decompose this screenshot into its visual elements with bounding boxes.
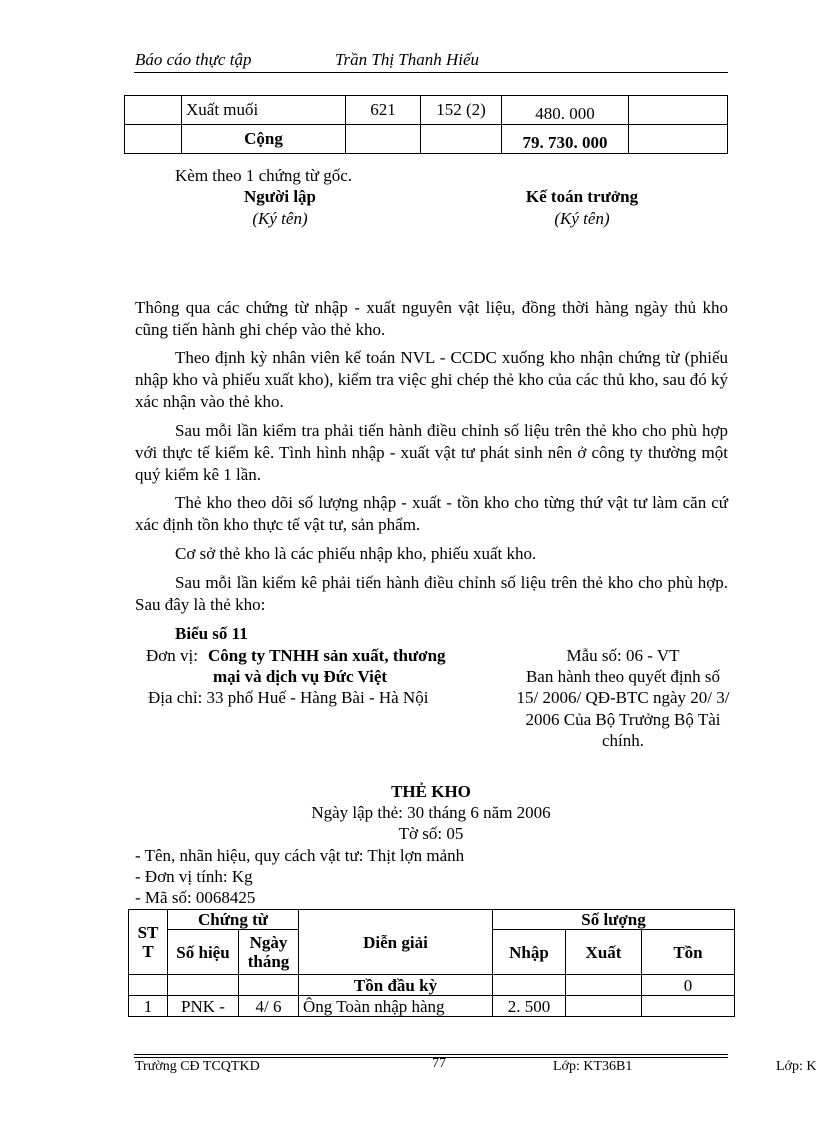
row-doc-number: PNK - <box>168 996 239 1017</box>
footer-class: Lớp: KT36B1 <box>553 1059 633 1074</box>
table-cell <box>629 125 728 154</box>
col-header-document: Chứng từ <box>168 910 299 930</box>
paragraph: Thẻ kho theo dõi số lượng nhập - xuất - tồn kho cho từng thứ vật tư làm căn cứ xác định tồn kho thực tế vật tư, sản phẩm. <box>135 493 728 534</box>
total-label: Cộng <box>182 125 346 154</box>
table-row <box>125 125 728 154</box>
table-cell <box>129 975 168 996</box>
decree-line: chính. <box>601 731 645 750</box>
stock-card-table <box>128 909 735 1017</box>
footer-rule <box>134 1054 728 1055</box>
paragraph: Theo định kỳ nhân viên kế toán NVL - CCDC xuống kho nhận chứng từ (phiếu nhập kho và phiếu xuất kho), kiểm tra việc ghi chép thẻ kho của các thủ kho, sau đó ký xác nhận vào thẻ kho. <box>135 348 728 411</box>
table-row <box>129 996 735 1017</box>
col-header-balance: Tồn <box>642 930 735 975</box>
footer-rule <box>134 1057 728 1058</box>
report-title: Báo cáo thực tập <box>135 50 252 69</box>
row-balance <box>642 996 735 1017</box>
col-header-description: Diễn giải <box>299 910 493 975</box>
decree-line: Ban hành theo quyết định số <box>525 667 721 686</box>
unit-name-line2: mại và dịch vụ Đức Việt <box>212 667 388 686</box>
row-out <box>566 996 642 1017</box>
card-date: Ngày lập thẻ: 30 tháng 6 năm 2006 <box>311 803 551 822</box>
card-unit: - Đơn vị tính: Kg <box>135 867 253 886</box>
unit-address: Địa chỉ: 33 phố Huế - Hàng Bài - Hà Nội <box>148 688 429 707</box>
chief-accountant-title: Kế toán trưởng <box>525 187 639 206</box>
total-amount: 79. 730. 000 <box>502 125 629 154</box>
card-title: THẺ KHO <box>391 782 471 801</box>
decree-line: 15/ 2006/ QĐ-BTC ngày 20/ 3/ <box>516 688 730 707</box>
paragraph: Sau mỗi lần kiểm kê phải tiến hành điều chỉnh số liệu trên thẻ kho cho phù hợp. Sau đây là thẻ kho: <box>135 573 728 614</box>
footer-class-clipped: Lớp: K <box>776 1059 816 1074</box>
table-cell <box>421 125 502 154</box>
footer-page-number: 77 <box>432 1056 446 1071</box>
table-row <box>129 975 735 996</box>
decree-line: 2006 Của Bộ Trưởng Bộ Tài <box>525 710 721 729</box>
table-cell <box>125 125 182 154</box>
form-number: Mẫu số: 06 - VT <box>566 646 680 665</box>
footer-school: Trường CĐ TCQTKD <box>135 1059 260 1074</box>
unit-name-line1: Công ty TNHH sản xuất, thương <box>208 646 446 665</box>
table-cell: Xuất muối <box>182 96 346 125</box>
preparer-note: (Ký tên) <box>252 209 308 228</box>
paragraph: Cơ sở thẻ kho là các phiếu nhập kho, phiếu xuất kho. <box>175 544 537 563</box>
col-header-stt: ST T <box>129 910 168 975</box>
table-cell <box>629 96 728 125</box>
row-in: 2. 500 <box>493 996 566 1017</box>
preparer-title: Người lập <box>243 187 317 206</box>
table-cell <box>566 975 642 996</box>
card-item-name: - Tên, nhãn hiệu, quy cách vật tư: Thịt lợn mảnh <box>135 846 465 865</box>
attachment-note: Kèm theo 1 chứng từ gốc. <box>175 166 353 185</box>
chief-accountant-note: (Ký tên) <box>554 209 610 228</box>
row-description: Ông Toàn nhập hàng <box>299 996 493 1017</box>
unit-prefix: Đơn vị: <box>146 646 198 665</box>
table-cell <box>125 96 182 125</box>
paragraph: Thông qua các chứng từ nhập - xuất nguyên vật liệu, đồng thời hàng ngày thủ kho cũng tiến hành ghi chép vào thẻ kho. <box>135 298 728 339</box>
table-cell <box>168 975 239 996</box>
table-cell <box>346 125 421 154</box>
opening-balance-value: 0 <box>642 975 735 996</box>
row-doc-date: 4/ 6 <box>239 996 299 1017</box>
table-header-row <box>129 910 735 930</box>
form-label: Biểu số 11 <box>175 624 248 643</box>
card-code: - Mã số: 0068425 <box>135 888 256 907</box>
col-header-in: Nhập <box>493 930 566 975</box>
col-header-doc-date: Ngày tháng <box>239 930 299 975</box>
col-header-out: Xuất <box>566 930 642 975</box>
opening-balance-label: Tồn đầu kỳ <box>299 975 493 996</box>
author-name: Trần Thị Thanh Hiếu <box>335 50 480 69</box>
header-rule <box>134 72 728 73</box>
table-cell: 621 <box>346 96 421 125</box>
row-stt: 1 <box>129 996 168 1017</box>
col-header-quantity: Số lượng <box>493 910 735 930</box>
table-cell: 152 (2) <box>421 96 502 125</box>
col-header-doc-number: Số hiệu <box>168 930 239 975</box>
journal-table <box>124 95 728 154</box>
table-cell <box>493 975 566 996</box>
card-sheet-number: Tờ số: 05 <box>398 824 464 843</box>
paragraph: Sau mỗi lần kiểm tra phải tiến hành điều chỉnh số liệu trên thẻ kho cho phù hợp với thực tế kiểm kê. Tình hình nhập - xuất vật tư phát sinh nên ở công ty thường một quý kiểm kê 1 lần. <box>135 421 728 484</box>
table-cell: 480. 000 <box>502 96 629 125</box>
table-row <box>125 96 728 125</box>
table-cell <box>239 975 299 996</box>
